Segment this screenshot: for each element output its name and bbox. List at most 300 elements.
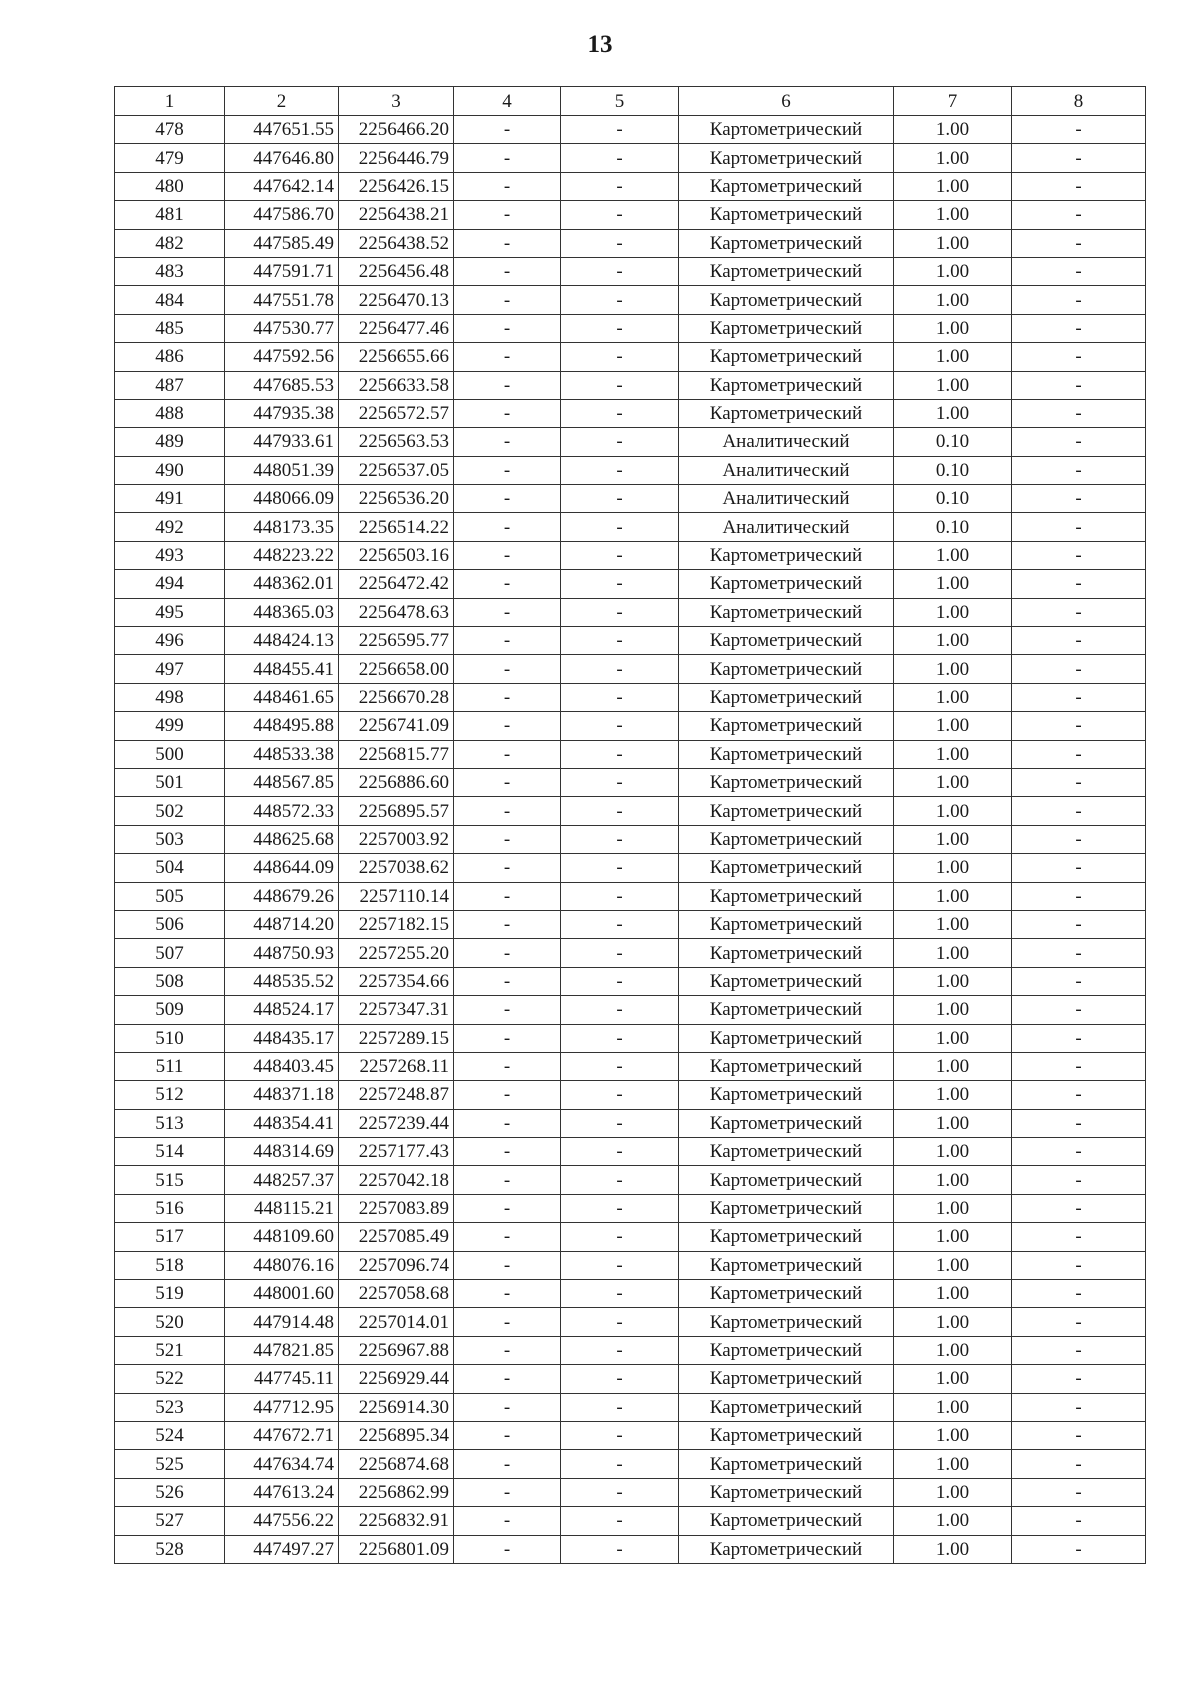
accuracy-cell: 1.00: [894, 854, 1012, 882]
x-coordinate-cell: 447914.48: [225, 1308, 339, 1336]
column-5-cell: -: [561, 627, 679, 655]
table-row: [115, 371, 1146, 399]
y-coordinate-cell: 2256514.22: [339, 513, 454, 541]
method-cell: Картометрический: [679, 314, 894, 342]
method-cell: Картометрический: [679, 1138, 894, 1166]
accuracy-cell: 1.00: [894, 144, 1012, 172]
column-8-cell: -: [1012, 286, 1146, 314]
table-row: [115, 1138, 1146, 1166]
table-row: [115, 286, 1146, 314]
y-coordinate-cell: 2257096.74: [339, 1251, 454, 1279]
accuracy-cell: 1.00: [894, 1166, 1012, 1194]
method-cell: Картометрический: [679, 825, 894, 853]
page-number: 13: [587, 31, 613, 58]
point-number-cell: 490: [115, 456, 225, 484]
column-4-cell: -: [454, 1024, 561, 1052]
column-8-cell: -: [1012, 882, 1146, 910]
point-number-cell: 507: [115, 939, 225, 967]
point-number-cell: 522: [115, 1365, 225, 1393]
column-4-cell: -: [454, 116, 561, 144]
column-header: 7: [894, 87, 1012, 116]
column-8-cell: -: [1012, 825, 1146, 853]
column-header: 3: [339, 87, 454, 116]
y-coordinate-cell: 2256670.28: [339, 683, 454, 711]
column-8-cell: -: [1012, 1138, 1146, 1166]
accuracy-cell: 1.00: [894, 343, 1012, 371]
column-8-cell: -: [1012, 655, 1146, 683]
y-coordinate-cell: 2256895.57: [339, 797, 454, 825]
method-cell: Аналитический: [679, 456, 894, 484]
column-5-cell: -: [561, 485, 679, 513]
x-coordinate-cell: 448362.01: [225, 570, 339, 598]
y-coordinate-cell: 2257177.43: [339, 1138, 454, 1166]
point-number-cell: 480: [115, 172, 225, 200]
column-5-cell: -: [561, 1308, 679, 1336]
column-5-cell: -: [561, 399, 679, 427]
point-number-cell: 528: [115, 1535, 225, 1563]
point-number-cell: 484: [115, 286, 225, 314]
accuracy-cell: 1.00: [894, 768, 1012, 796]
accuracy-cell: 1.00: [894, 371, 1012, 399]
x-coordinate-cell: 448535.52: [225, 967, 339, 995]
x-coordinate-cell: 448567.85: [225, 768, 339, 796]
column-8-cell: -: [1012, 1336, 1146, 1364]
column-4-cell: -: [454, 996, 561, 1024]
column-5-cell: -: [561, 172, 679, 200]
point-number-cell: 526: [115, 1478, 225, 1506]
x-coordinate-cell: 448625.68: [225, 825, 339, 853]
table-row: [115, 1251, 1146, 1279]
column-5-cell: -: [561, 144, 679, 172]
table-row: [115, 1308, 1146, 1336]
column-5-cell: -: [561, 683, 679, 711]
column-8-cell: -: [1012, 314, 1146, 342]
accuracy-cell: 1.00: [894, 1109, 1012, 1137]
x-coordinate-cell: 448455.41: [225, 655, 339, 683]
column-4-cell: -: [454, 513, 561, 541]
accuracy-cell: 1.00: [894, 655, 1012, 683]
column-4-cell: -: [454, 1138, 561, 1166]
accuracy-cell: 1.00: [894, 825, 1012, 853]
y-coordinate-cell: 2257110.14: [339, 882, 454, 910]
column-8-cell: -: [1012, 967, 1146, 995]
point-number-cell: 498: [115, 683, 225, 711]
method-cell: Картометрический: [679, 201, 894, 229]
method-cell: Картометрический: [679, 1336, 894, 1364]
x-coordinate-cell: 448115.21: [225, 1194, 339, 1222]
x-coordinate-cell: 447591.71: [225, 257, 339, 285]
method-cell: Картометрический: [679, 712, 894, 740]
x-coordinate-cell: 448173.35: [225, 513, 339, 541]
accuracy-cell: 1.00: [894, 1478, 1012, 1506]
column-4-cell: -: [454, 371, 561, 399]
y-coordinate-cell: 2256741.09: [339, 712, 454, 740]
accuracy-cell: 1.00: [894, 598, 1012, 626]
column-4-cell: -: [454, 712, 561, 740]
column-8-cell: -: [1012, 1280, 1146, 1308]
column-header: 4: [454, 87, 561, 116]
accuracy-cell: 0.10: [894, 456, 1012, 484]
table-row: [115, 712, 1146, 740]
point-number-cell: 499: [115, 712, 225, 740]
x-coordinate-cell: 447585.49: [225, 229, 339, 257]
y-coordinate-cell: 2257038.62: [339, 854, 454, 882]
column-5-cell: -: [561, 570, 679, 598]
method-cell: Картометрический: [679, 1421, 894, 1449]
column-4-cell: -: [454, 1308, 561, 1336]
point-number-cell: 493: [115, 541, 225, 569]
column-4-cell: -: [454, 1166, 561, 1194]
table-row: [115, 1223, 1146, 1251]
column-4-cell: -: [454, 428, 561, 456]
accuracy-cell: 1.00: [894, 1450, 1012, 1478]
y-coordinate-cell: 2256801.09: [339, 1535, 454, 1563]
point-number-cell: 505: [115, 882, 225, 910]
column-4-cell: -: [454, 201, 561, 229]
column-4-cell: -: [454, 1478, 561, 1506]
column-8-cell: -: [1012, 1251, 1146, 1279]
x-coordinate-cell: 448524.17: [225, 996, 339, 1024]
column-5-cell: -: [561, 655, 679, 683]
column-4-cell: -: [454, 939, 561, 967]
point-number-cell: 491: [115, 485, 225, 513]
point-number-cell: 517: [115, 1223, 225, 1251]
table-body: [115, 87, 1146, 1564]
column-5-cell: -: [561, 201, 679, 229]
point-number-cell: 527: [115, 1507, 225, 1535]
column-8-cell: -: [1012, 229, 1146, 257]
table-row: [115, 910, 1146, 938]
column-8-cell: -: [1012, 172, 1146, 200]
y-coordinate-cell: 2257239.44: [339, 1109, 454, 1137]
y-coordinate-cell: 2256470.13: [339, 286, 454, 314]
y-coordinate-cell: 2256536.20: [339, 485, 454, 513]
x-coordinate-cell: 448076.16: [225, 1251, 339, 1279]
x-coordinate-cell: 448109.60: [225, 1223, 339, 1251]
column-5-cell: -: [561, 456, 679, 484]
method-cell: Картометрический: [679, 1194, 894, 1222]
method-cell: Картометрический: [679, 229, 894, 257]
column-4-cell: -: [454, 541, 561, 569]
method-cell: Картометрический: [679, 740, 894, 768]
point-number-cell: 521: [115, 1336, 225, 1364]
column-8-cell: -: [1012, 939, 1146, 967]
column-8-cell: -: [1012, 485, 1146, 513]
table-row: [115, 740, 1146, 768]
method-cell: Картометрический: [679, 1308, 894, 1336]
table-row: [115, 1024, 1146, 1052]
point-number-cell: 504: [115, 854, 225, 882]
table-row: [115, 1166, 1146, 1194]
column-5-cell: -: [561, 967, 679, 995]
x-coordinate-cell: 447497.27: [225, 1535, 339, 1563]
column-4-cell: -: [454, 1421, 561, 1449]
y-coordinate-cell: 2256914.30: [339, 1393, 454, 1421]
column-4-cell: -: [454, 1109, 561, 1137]
column-5-cell: -: [561, 882, 679, 910]
column-4-cell: -: [454, 1336, 561, 1364]
column-8-cell: -: [1012, 1194, 1146, 1222]
accuracy-cell: 1.00: [894, 314, 1012, 342]
column-8-cell: -: [1012, 371, 1146, 399]
point-number-cell: 479: [115, 144, 225, 172]
accuracy-cell: 1.00: [894, 797, 1012, 825]
method-cell: Картометрический: [679, 1223, 894, 1251]
x-coordinate-cell: 448354.41: [225, 1109, 339, 1137]
table-row: [115, 314, 1146, 342]
x-coordinate-cell: 448314.69: [225, 1138, 339, 1166]
column-8-cell: -: [1012, 712, 1146, 740]
column-5-cell: -: [561, 996, 679, 1024]
column-8-cell: -: [1012, 456, 1146, 484]
accuracy-cell: 1.00: [894, 399, 1012, 427]
column-4-cell: -: [454, 1280, 561, 1308]
column-5-cell: -: [561, 1478, 679, 1506]
y-coordinate-cell: 2256895.34: [339, 1421, 454, 1449]
column-4-cell: -: [454, 144, 561, 172]
table-row: [115, 996, 1146, 1024]
column-8-cell: -: [1012, 428, 1146, 456]
coordinates-table: [114, 86, 1146, 1564]
method-cell: Картометрический: [679, 939, 894, 967]
column-5-cell: -: [561, 740, 679, 768]
accuracy-cell: 1.00: [894, 570, 1012, 598]
column-8-cell: -: [1012, 996, 1146, 1024]
column-header: 1: [115, 87, 225, 116]
table-row: [115, 1535, 1146, 1563]
x-coordinate-cell: 447646.80: [225, 144, 339, 172]
column-5-cell: -: [561, 825, 679, 853]
point-number-cell: 494: [115, 570, 225, 598]
accuracy-cell: 1.00: [894, 1393, 1012, 1421]
column-5-cell: -: [561, 1109, 679, 1137]
method-cell: Картометрический: [679, 172, 894, 200]
x-coordinate-cell: 447745.11: [225, 1365, 339, 1393]
method-cell: Аналитический: [679, 485, 894, 513]
point-number-cell: 525: [115, 1450, 225, 1478]
x-coordinate-cell: 448403.45: [225, 1052, 339, 1080]
column-5-cell: -: [561, 1081, 679, 1109]
column-8-cell: -: [1012, 598, 1146, 626]
table-row: [115, 172, 1146, 200]
method-cell: Картометрический: [679, 1365, 894, 1393]
column-8-cell: -: [1012, 1478, 1146, 1506]
column-5-cell: -: [561, 1450, 679, 1478]
method-cell: Картометрический: [679, 797, 894, 825]
column-4-cell: -: [454, 598, 561, 626]
column-header: 5: [561, 87, 679, 116]
table-row: [115, 428, 1146, 456]
method-cell: Картометрический: [679, 286, 894, 314]
point-number-cell: 489: [115, 428, 225, 456]
column-8-cell: -: [1012, 570, 1146, 598]
x-coordinate-cell: 448679.26: [225, 882, 339, 910]
column-4-cell: -: [454, 257, 561, 285]
table-row: [115, 1365, 1146, 1393]
column-8-cell: -: [1012, 116, 1146, 144]
column-8-cell: -: [1012, 1393, 1146, 1421]
table-row: [115, 116, 1146, 144]
y-coordinate-cell: 2257003.92: [339, 825, 454, 853]
table-row: [115, 456, 1146, 484]
accuracy-cell: 1.00: [894, 1223, 1012, 1251]
column-4-cell: -: [454, 399, 561, 427]
accuracy-cell: 1.00: [894, 541, 1012, 569]
column-5-cell: -: [561, 1280, 679, 1308]
y-coordinate-cell: 2257268.11: [339, 1052, 454, 1080]
accuracy-cell: 1.00: [894, 257, 1012, 285]
column-4-cell: -: [454, 172, 561, 200]
column-4-cell: -: [454, 1535, 561, 1563]
column-5-cell: -: [561, 1393, 679, 1421]
column-4-cell: -: [454, 825, 561, 853]
method-cell: Картометрический: [679, 882, 894, 910]
column-8-cell: -: [1012, 343, 1146, 371]
column-8-cell: -: [1012, 683, 1146, 711]
method-cell: Картометрический: [679, 1478, 894, 1506]
y-coordinate-cell: 2256633.58: [339, 371, 454, 399]
accuracy-cell: 1.00: [894, 939, 1012, 967]
accuracy-cell: 1.00: [894, 116, 1012, 144]
accuracy-cell: 1.00: [894, 967, 1012, 995]
table-row: [115, 1336, 1146, 1364]
column-5-cell: -: [561, 541, 679, 569]
y-coordinate-cell: 2256472.42: [339, 570, 454, 598]
column-8-cell: -: [1012, 768, 1146, 796]
method-cell: Картометрический: [679, 371, 894, 399]
column-8-cell: -: [1012, 1109, 1146, 1137]
x-coordinate-cell: 448572.33: [225, 797, 339, 825]
table-row: [115, 343, 1146, 371]
method-cell: Картометрический: [679, 116, 894, 144]
column-4-cell: -: [454, 967, 561, 995]
table-row: [115, 1450, 1146, 1478]
method-cell: Картометрический: [679, 1450, 894, 1478]
y-coordinate-cell: 2257255.20: [339, 939, 454, 967]
point-number-cell: 501: [115, 768, 225, 796]
x-coordinate-cell: 447530.77: [225, 314, 339, 342]
method-cell: Картометрический: [679, 343, 894, 371]
table-row: [115, 1421, 1146, 1449]
table-row: [115, 854, 1146, 882]
column-5-cell: -: [561, 598, 679, 626]
column-8-cell: -: [1012, 1081, 1146, 1109]
table-row: [115, 825, 1146, 853]
accuracy-cell: 1.00: [894, 1081, 1012, 1109]
x-coordinate-cell: 447933.61: [225, 428, 339, 456]
method-cell: Картометрический: [679, 541, 894, 569]
y-coordinate-cell: 2256438.21: [339, 201, 454, 229]
table-row: [115, 768, 1146, 796]
column-4-cell: -: [454, 570, 561, 598]
column-5-cell: -: [561, 1421, 679, 1449]
point-number-cell: 503: [115, 825, 225, 853]
y-coordinate-cell: 2256503.16: [339, 541, 454, 569]
table-row: [115, 541, 1146, 569]
column-5-cell: -: [561, 910, 679, 938]
point-number-cell: 523: [115, 1393, 225, 1421]
x-coordinate-cell: 447651.55: [225, 116, 339, 144]
y-coordinate-cell: 2257248.87: [339, 1081, 454, 1109]
accuracy-cell: 1.00: [894, 1421, 1012, 1449]
method-cell: Картометрический: [679, 257, 894, 285]
column-header: 6: [679, 87, 894, 116]
column-5-cell: -: [561, 1336, 679, 1364]
column-4-cell: -: [454, 343, 561, 371]
column-4-cell: -: [454, 768, 561, 796]
column-5-cell: -: [561, 1138, 679, 1166]
column-4-cell: -: [454, 1365, 561, 1393]
y-coordinate-cell: 2256815.77: [339, 740, 454, 768]
y-coordinate-cell: 2257347.31: [339, 996, 454, 1024]
point-number-cell: 518: [115, 1251, 225, 1279]
y-coordinate-cell: 2256967.88: [339, 1336, 454, 1364]
y-coordinate-cell: 2256537.05: [339, 456, 454, 484]
table-row: [115, 939, 1146, 967]
accuracy-cell: 0.10: [894, 513, 1012, 541]
column-8-cell: -: [1012, 910, 1146, 938]
table-row: [115, 882, 1146, 910]
column-5-cell: -: [561, 1052, 679, 1080]
method-cell: Картометрический: [679, 1024, 894, 1052]
column-5-cell: -: [561, 1166, 679, 1194]
table-row: [115, 399, 1146, 427]
method-cell: Картометрический: [679, 1081, 894, 1109]
column-5-cell: -: [561, 1251, 679, 1279]
y-coordinate-cell: 2256658.00: [339, 655, 454, 683]
y-coordinate-cell: 2257085.49: [339, 1223, 454, 1251]
point-number-cell: 513: [115, 1109, 225, 1137]
point-number-cell: 519: [115, 1280, 225, 1308]
column-4-cell: -: [454, 1450, 561, 1478]
y-coordinate-cell: 2256438.52: [339, 229, 454, 257]
column-4-cell: -: [454, 854, 561, 882]
x-coordinate-cell: 447821.85: [225, 1336, 339, 1364]
point-number-cell: 506: [115, 910, 225, 938]
y-coordinate-cell: 2256886.60: [339, 768, 454, 796]
column-5-cell: -: [561, 343, 679, 371]
y-coordinate-cell: 2256655.66: [339, 343, 454, 371]
method-cell: Картометрический: [679, 1507, 894, 1535]
table-row: [115, 967, 1146, 995]
x-coordinate-cell: 448461.65: [225, 683, 339, 711]
point-number-cell: 510: [115, 1024, 225, 1052]
accuracy-cell: 0.10: [894, 485, 1012, 513]
x-coordinate-cell: 448435.17: [225, 1024, 339, 1052]
accuracy-cell: 1.00: [894, 286, 1012, 314]
accuracy-cell: 1.00: [894, 1280, 1012, 1308]
y-coordinate-cell: 2256466.20: [339, 116, 454, 144]
table-row: [115, 683, 1146, 711]
column-5-cell: -: [561, 854, 679, 882]
column-4-cell: -: [454, 314, 561, 342]
accuracy-cell: 1.00: [894, 712, 1012, 740]
point-number-cell: 514: [115, 1138, 225, 1166]
y-coordinate-cell: 2256446.79: [339, 144, 454, 172]
table-row: [115, 144, 1146, 172]
point-number-cell: 492: [115, 513, 225, 541]
accuracy-cell: 0.10: [894, 428, 1012, 456]
point-number-cell: 486: [115, 343, 225, 371]
y-coordinate-cell: 2256862.99: [339, 1478, 454, 1506]
column-8-cell: -: [1012, 201, 1146, 229]
accuracy-cell: 1.00: [894, 1024, 1012, 1052]
y-coordinate-cell: 2257182.15: [339, 910, 454, 938]
x-coordinate-cell: 447556.22: [225, 1507, 339, 1535]
table-row: [115, 485, 1146, 513]
accuracy-cell: 1.00: [894, 740, 1012, 768]
accuracy-cell: 1.00: [894, 1251, 1012, 1279]
